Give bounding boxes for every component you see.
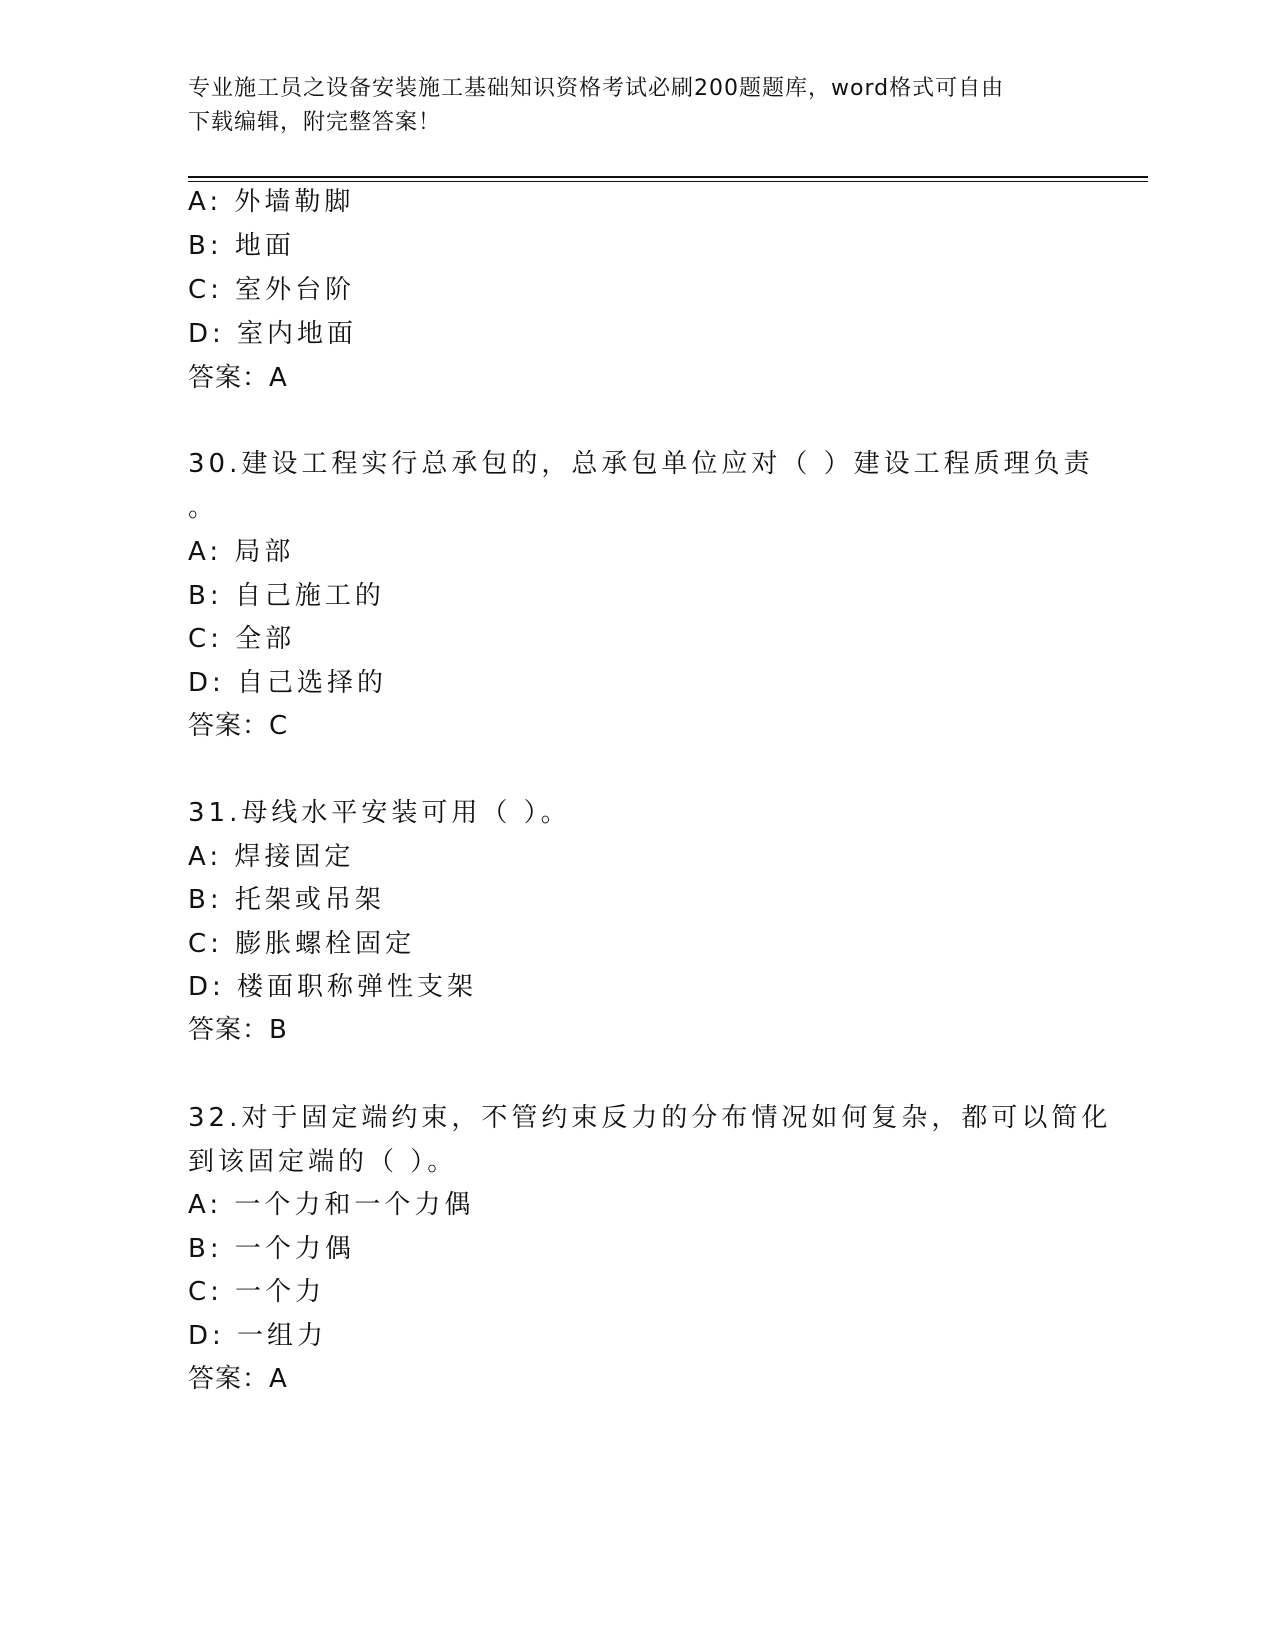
- header-line-1: 专业施工员之设备安装施工基础知识资格考试必刷200题题库，word格式可自由: [188, 76, 1005, 101]
- option-d: D: 楼面职称弹性支架: [188, 972, 478, 1002]
- option-c: C: 全部: [188, 624, 296, 654]
- question-stem-cont: 。: [188, 493, 219, 523]
- option-b: B: 托架或吊架: [188, 885, 385, 915]
- option-b: B: 自己施工的: [188, 581, 385, 611]
- answer: 答案：A: [188, 1364, 288, 1394]
- header-rule-thin: [188, 181, 1148, 182]
- option-b: B: 一个力偶: [188, 1234, 355, 1264]
- answer: 答案：A: [188, 363, 288, 393]
- answer: 答案：C: [188, 711, 289, 741]
- option-d: D: 室内地面: [188, 319, 358, 349]
- question-stem: 30.建设工程实行总承包的，总承包单位应对（ ）建设工程质理负责: [188, 449, 1094, 479]
- document-header: [188, 72, 1088, 140]
- header-rule-thick: [188, 176, 1148, 178]
- option-a: A: 局部: [188, 537, 295, 567]
- option-d: D: 一组力: [188, 1321, 328, 1351]
- option-c: C: 一个力: [188, 1277, 326, 1307]
- option-a: A: 外墙勒脚: [188, 187, 355, 217]
- answer: 答案：B: [188, 1015, 288, 1045]
- option-d: D: 自己选择的: [188, 668, 388, 698]
- header-line-2: 下载编辑，附完整答案！: [188, 110, 442, 135]
- option-c: C: 膨胀螺栓固定: [188, 929, 416, 959]
- question-stem: 32.对于固定端约束，不管约束反力的分布情况如何复杂，都可以简化: [188, 1103, 1112, 1133]
- question-stem-cont: 到该固定端的（ ）。: [188, 1147, 458, 1177]
- option-c: C: 室外台阶: [188, 275, 356, 305]
- option-b: B: 地面: [188, 231, 295, 261]
- option-a: A: 焊接固定: [188, 842, 355, 872]
- question-stem: 31.母线水平安装可用（ ）。: [188, 798, 571, 828]
- option-a: A: 一个力和一个力偶: [188, 1190, 475, 1220]
